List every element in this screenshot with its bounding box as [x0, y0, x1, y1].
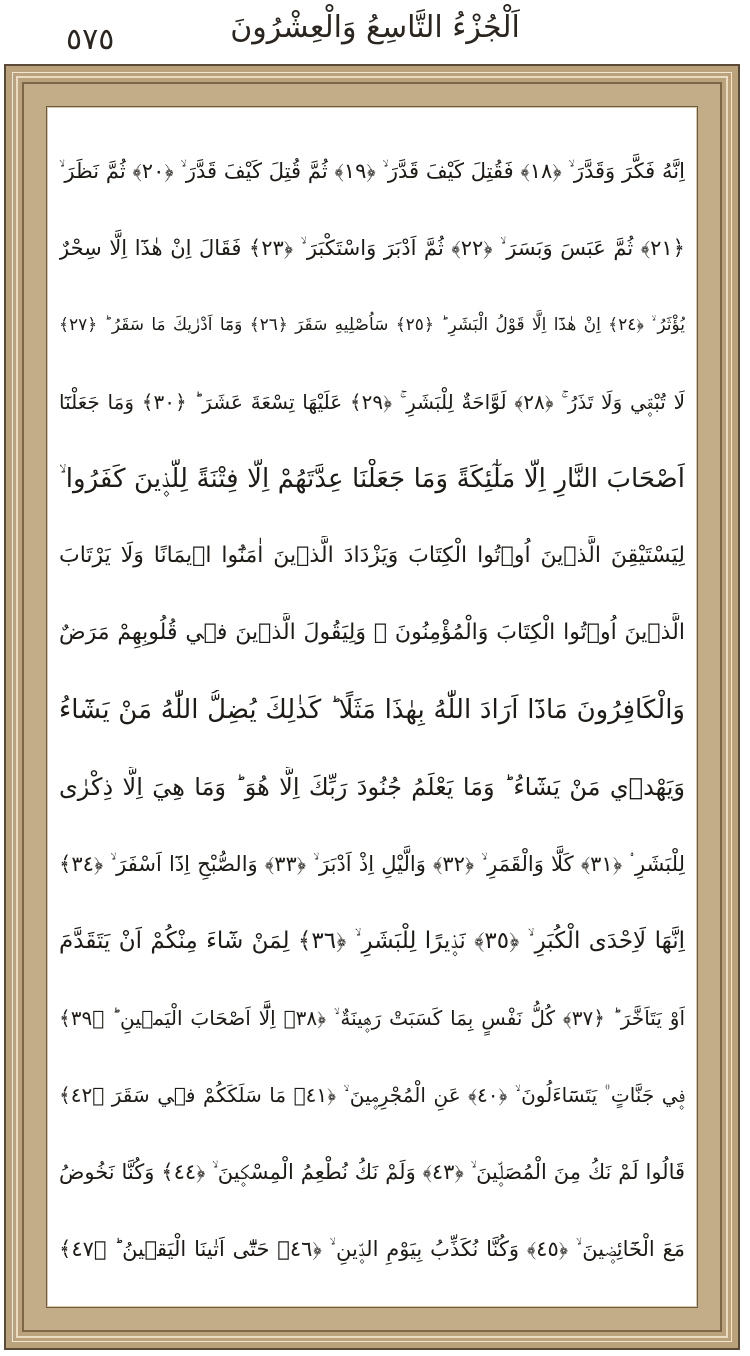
- verse-line-1: اِنَّهُ فَكَّرَ وَقَدَّرَ ۙ ﴿١٨﴾ فَقُتِلَ كَيْفَ قَدَّرَ ۙ ﴿١٩﴾ ثُمَّ قُتِلَ كَيْفَ قَدَّرَ ۙ ﴿٢٠﴾ ثُمَّ نَظَرَ ۙ: [59, 159, 685, 183]
- verse-line-6: لِيَسْتَيْقِنَ الَّذ۪ينَ اُو۫تُوا الْكِتَابَ وَيَزْدَادَ الَّذ۪ينَ اٰمَنُٓوا ا۪يمَانًا وَلَا يَرْتَابَ: [59, 543, 685, 568]
- verse-line-7: الَّذ۪ينَ اُو۫تُوا الْكِتَابَ وَالْمُؤْمِنُونَ ۙ وَلِيَقُولَ الَّذ۪ينَ ف۪ي قُلُوبِهِمْ مَرَضٌ: [59, 620, 685, 645]
- verse-lines: [59, 151, 685, 1269]
- verse-line-15: مَعَ الْخَٓائِض۪ينَ ۙ ﴿٤٥﴾ وَكُنَّا نُكَذِّبُ بِيَوْمِ الدّ۪ينِ ۙ ﴿٤٦﴾ حَتّٰٓى اَتٰينَا الْيَق۪ينُ ؕ ﴿٤٧﴾: [59, 1237, 685, 1261]
- ornamental-frame: [4, 64, 740, 1350]
- verse-line-10: لِلْبَشَرِ ۟ ﴿٣١﴾ كَلَّا وَالْقَمَرِ ۙ ﴿٣٢﴾ وَالَّيْلِ اِذْ اَدْبَرَ ۙ ﴿٣٣﴾ وَالصُّبْحِ اِذَٓا اَسْفَرَ ۙ ﴿٣٤﴾: [59, 852, 685, 876]
- page-number: ٥٧٥: [66, 22, 115, 57]
- verse-line-8: وَالْكَافِرُونَ مَاذَٓا اَرَادَ اللّٰهُ بِهٰذَا مَثَلًا ؕ كَذٰلِكَ يُضِلُّ اللّٰهُ مَنْ يَشَٓاءُ: [59, 695, 685, 725]
- verse-line-4: لَا تُبْق۪ي وَلَا تَذَرُ ۚ ﴿٢٨﴾ لَوَّاحَةٌ لِلْبَشَرِ ۚ ﴿٢٩﴾ عَلَيْهَا تِسْعَةَ عَشَرَ ؕ ﴿٣٠﴾ وَمَا جَعَلْنَٓا: [59, 390, 685, 414]
- verse-line-2: ﴿٢١﴾ ثُمَّ عَبَسَ وَبَسَرَ ۙ ﴿٢٢﴾ ثُمَّ اَدْبَرَ وَاسْتَكْبَرَ ۙ ﴿٢٣﴾ فَقَالَ اِنْ هٰذَٓا اِلَّا سِحْرٌ: [59, 236, 685, 260]
- verse-line-12: اَوْ يَتَاَخَّرَ ؕ ﴿٣٧﴾ كُلُّ نَفْسٍ بِمَا كَسَبَتْ رَه۪ينَةٌ ۙ ﴿٣٨﴾ اِلَّٓا اَصْحَابَ الْيَم۪ينِ ؕ ﴿٣٩﴾: [59, 1006, 685, 1030]
- verse-line-5: اَصْحَابَ النَّارِ اِلَّا مَلٰٓئِكَةً وَمَا جَعَلْنَا عِدَّتَهُمْ اِلَّا فِتْنَةً لِلَّذ۪ينَ كَفَرُوا ۙ: [59, 464, 685, 494]
- verse-line-9: وَيَهْد۪ي مَنْ يَشَٓاءُ ؕ وَمَا يَعْلَمُ جُنُودَ رَبِّكَ اِلَّا هُوَ ؕ وَمَا هِيَ اِلَّا ذِكْرٰى: [59, 773, 685, 801]
- verse-line-14: قَالُوا لَمْ نَكُ مِنَ الْمُصَلّ۪ينَ ۙ ﴿٤٣﴾ وَلَمْ نَكُ نُطْعِمُ الْمِسْك۪ينَ ۙ ﴿٤٤﴾ وَكُنَّا نَخُوضُ: [59, 1160, 685, 1184]
- verse-line-11: اِنَّهَا لَاِحْدَى الْكُبَرِ ۙ ﴿٣٥﴾ نَذ۪يرًا لِلْبَشَرِ ۙ ﴿٣٦﴾ لِمَنْ شَٓاءَ مِنْكُمْ اَنْ يَتَقَدَّمَ: [59, 928, 685, 954]
- page-header: [0, 0, 750, 64]
- verse-line-13: ف۪ي جَنَّاتٍ ۠ يَتَسَٓاءَلُونَ ۙ ﴿٤٠﴾ عَنِ الْمُجْرِم۪ينَ ۙ ﴿٤١﴾ مَا سَلَكَكُمْ ف۪ي سَقَرَ ﴿٤٢﴾: [59, 1083, 685, 1107]
- juz-title: اَلْجُزْءُ التَّاسِعُ وَالْعِشْرُونَ: [230, 10, 520, 45]
- text-panel: [46, 106, 698, 1308]
- verse-line-3: يُؤْثَرُ ۙ ﴿٢٤﴾ اِنْ هٰذَٓا اِلَّا قَوْلُ الْبَشَرِ ؕ ﴿٢٥﴾ سَاُصْلِيهِ سَقَرَ ﴿٢٦﴾ وَمَٓا اَدْرٰيكَ مَا سَقَرُ ؕ ﴿٢٧﴾: [59, 315, 685, 335]
